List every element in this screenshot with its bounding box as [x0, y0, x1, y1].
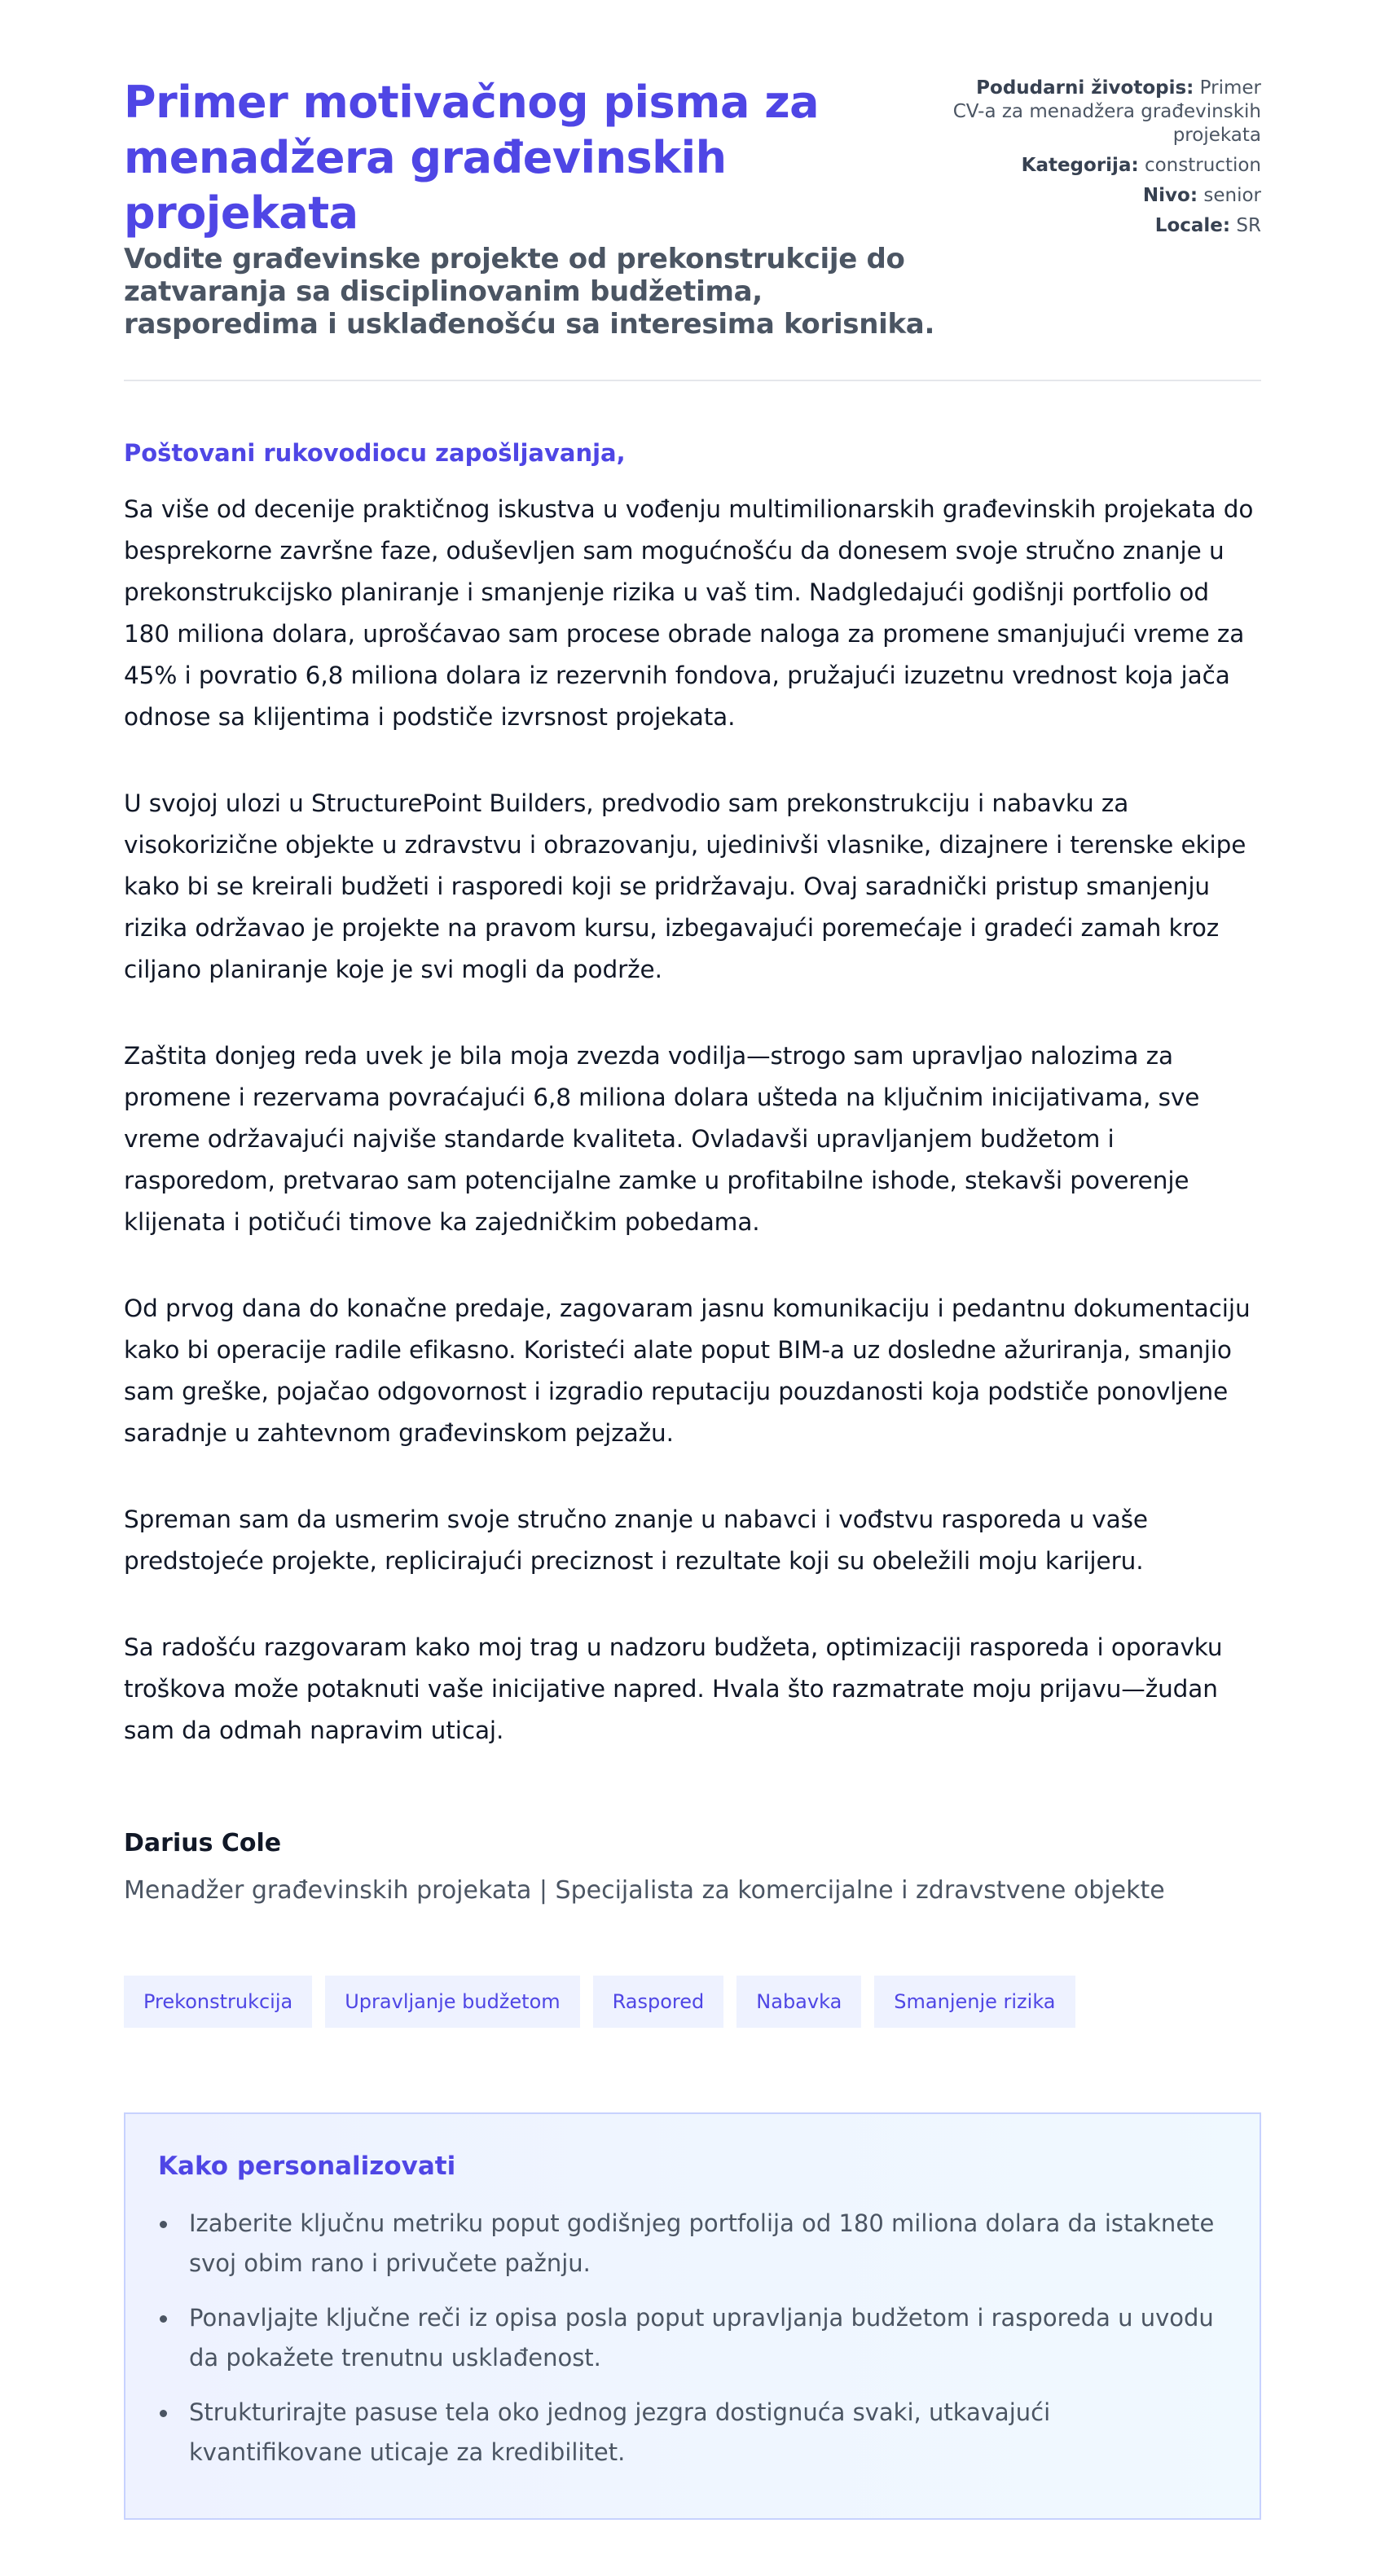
tips-item: Izaberite ključnu metriku poput godišnjeg portfolija od 180 miliona dolara da istaknete svoj obim rano i privučete pažnju.: [158, 2204, 1227, 2284]
page-subtitle: Vodite građevinske projekte od prekonstrukcije do zatvaranja sa disciplinovanim budžetima, rasporedima i usklađenošću sa interesima korisnika.: [124, 243, 935, 341]
meta-category-label: Kategorija:: [1021, 155, 1139, 176]
meta-resume: [952, 77, 1261, 147]
meta-panel: [952, 75, 1261, 244]
skill-tag: Nabavka: [736, 1976, 861, 2028]
letter-paragraph: Od prvog dana do konačne predaje, zagovaram jasnu komunikaciju i pedantnu dokumentaciju kako bi operacije radile efikasno. Koristeći alate poput BIM-a uz dosledne ažuriranja, smanjio sam greške, pojačao odgovornost i izgradio reputaciju pouzdanosti koja podstiče ponovljene saradnje u zahtevnom građevinskom pejzažu.: [124, 1295, 1251, 1447]
skill-tag: Raspored: [593, 1976, 724, 2028]
letter-paragraph: U svojoj ulozi u StructurePoint Builders, predvodio sam prekonstrukciju i nabavku za visokorizične objekte u zdravstvu i obrazovanju, ujedinivši vlasnike, dizajnere i terenske ekipe kako bi se kreirali budžeti i rasporedi koji se pridržavaju. Ovaj saradnički pristup smanjenju rizika održavao je projekte na pravom kursu, izbegavajući poremećaje i gradeći zamah kroz ciljano planiranje koje je svi mogli da podrže.: [124, 789, 1246, 983]
meta-resume-value: Primer CV-a za menadžera građevinskih projekata: [952, 77, 1261, 146]
letter-paragraph: Spreman sam da usmerim svoje stručno znanje u nabavci i vođstvu rasporeda u vaše predstojeće projekte, replicirajući preciznost i rezultate koji su obeležili moju karijeru.: [124, 1506, 1148, 1575]
letter-paragraph: Sa radošću razgovaram kako moj trag u nadzoru budžeta, optimizaciji rasporeda i oporavku troškova može potaknuti vaše inicijative napred. Hvala što razmatrate moju prijavu—žudan sam da odmah napravim uticaj.: [124, 1633, 1223, 1744]
letter-paragraph: Sa više od decenije praktičnog iskustva u vođenju multimilionarskih građevinskih projekata do besprekorne završne faze, oduševljen sam mogućnošću da donesem svoje stručno znanje u prekonstrukcijsko planiranje i smanjenje rizika u vaš tim. Nadgledajući godišnji portfolio od 180 miliona dolara, uprošćavao sam procese obrade naloga za promene smanjujući vreme za 45% i povratio 6,8 miliona dolara iz rezervnih fondova, pružajući izuzetnu vrednost koja jača odnose sa klijentima i podstiče izvrsnost projekata.: [124, 495, 1254, 731]
skill-tag: Smanjenje rizika: [874, 1976, 1075, 2028]
meta-locale-value: SR: [1236, 215, 1261, 236]
meta-level: [952, 184, 1261, 208]
meta-level-label: Nivo:: [1142, 185, 1198, 206]
meta-resume-label: Podudarni životopis:: [976, 77, 1194, 99]
meta-locale: [952, 214, 1261, 238]
letter-body: [124, 489, 1261, 1752]
tips-list: [158, 2204, 1227, 2473]
meta-category-value: construction: [1144, 155, 1261, 176]
letter-paragraph: Zaštita donjeg reda uvek je bila moja zvezda vodilja—strogo sam upravljao nalozima za promene i rezervama povraćajući 6,8 miliona dolara ušteda na ključnim inicijativama, sve vreme održavajući najviše standarde kvaliteta. Ovladavši upravljanjem budžetom i rasporedom, pretvarao sam potencijalne zamke u profitabilne ishode, stekavši poverenje klijenata i potičući timove ka zajedničkim pobedama.: [124, 1042, 1200, 1236]
page-header: [124, 75, 1261, 341]
tips-item: Ponavljajte ključne reči iz opisa posla poput upravljanja budžetom i rasporeda u uvodu da pokažete trenutnu usklađenost.: [158, 2298, 1227, 2378]
header-divider: [124, 380, 1261, 381]
letter-salutation: Poštovani rukovodiocu zapošljavanja,: [124, 439, 626, 467]
skill-tag: Upravljanje budžetom: [325, 1976, 579, 2028]
signature-role: Menadžer građevinskih projekata | Specijalista za komercijalne i zdravstvene objekte: [124, 1876, 1165, 1905]
meta-level-value: senior: [1203, 185, 1261, 206]
page-title: Primer motivačnog pisma za menadžera građevinskih projekata: [124, 77, 820, 239]
meta-category: [952, 154, 1261, 178]
signature-name: Darius Cole: [124, 1829, 282, 1857]
header-titles: [124, 75, 939, 341]
tips-title: Kako personalizovati: [158, 2152, 456, 2181]
meta-locale-label: Locale:: [1154, 215, 1231, 236]
personalization-tips: [124, 2112, 1261, 2520]
skill-tags: [124, 1976, 1261, 2028]
skill-tag: Prekonstrukcija: [124, 1976, 312, 2028]
tips-item: Strukturirajte pasuse tela oko jednog jezgra dostignuća svaki, utkavajući kvantifikovane uticaje za kredibilitet.: [158, 2393, 1227, 2473]
